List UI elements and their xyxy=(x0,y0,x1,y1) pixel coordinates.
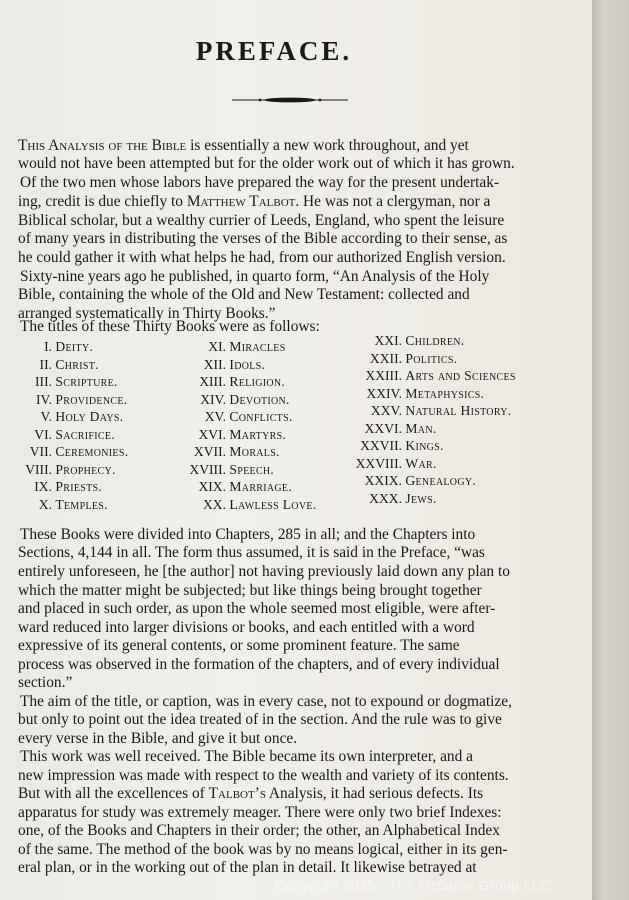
book-title: Scripture. xyxy=(55,374,118,389)
paragraph-7-line-2: new impression was made with respect to the wealth and variety of its contents. xyxy=(18,767,509,784)
paragraph-3-line-3: arranged systematically in Thirty Books.” xyxy=(18,305,276,322)
book-entry xyxy=(4,426,128,444)
book-entry xyxy=(336,367,516,385)
book-entry xyxy=(336,332,516,350)
paragraph-5-line-8: process was observed in the formation of the chapters, and of every individual xyxy=(18,656,500,673)
book-entry xyxy=(4,496,128,514)
page-stack-edge xyxy=(592,0,629,900)
book-entry xyxy=(168,391,316,409)
book-entry xyxy=(4,373,128,391)
book-title: Ceremonies. xyxy=(55,444,129,459)
books-intro-line: The titles of these Thirty Books were as follows: xyxy=(20,318,320,335)
book-number: XXV. xyxy=(370,403,402,418)
book-number: XXIX. xyxy=(364,473,402,488)
book-entry xyxy=(336,402,516,420)
paragraph-7-line-4: apparatus for study was extremely meager. There were only two brief Indexes: xyxy=(18,804,502,821)
book-title: Marriage. xyxy=(229,479,293,494)
book-title: Politics. xyxy=(405,350,458,366)
book-entry xyxy=(4,338,128,356)
paragraph-7-line-7: eral plan, or in the working out of the plan in detail. It likewise betrayed at xyxy=(18,859,477,876)
book-number: XIX. xyxy=(198,479,226,494)
book-number: XXVI. xyxy=(364,420,402,436)
book-number: XII. xyxy=(203,356,226,372)
author-name-smallcaps: Matthew Talbot xyxy=(186,193,296,210)
book-title: Idols. xyxy=(229,356,266,372)
book-title: Man. xyxy=(405,420,437,436)
paragraph-7-line-5: one, of the Books and Chapters in their order; the other, an Alphabetical Index xyxy=(18,822,500,839)
books-column-3 xyxy=(336,332,516,507)
book-number: XVII. xyxy=(193,444,226,459)
book-number: XXI. xyxy=(374,333,402,348)
paragraph-7-line-1: This work was well received. The Bible became its own interpreter, and a xyxy=(20,748,473,765)
text-run: is essentially a new work throughout, and yet xyxy=(186,137,469,154)
book-title: Arts and Sciences xyxy=(405,368,516,383)
paragraph-5-line-1: These Books were divided into Chapters, 285 in all; and the Chapters into xyxy=(20,526,476,543)
book-number: XXII. xyxy=(369,350,402,366)
book-entry xyxy=(168,426,316,444)
book-title: Genealogy. xyxy=(405,473,477,488)
book-number: XVIII. xyxy=(189,461,226,477)
book-number: VIII. xyxy=(25,461,52,477)
book-entry xyxy=(4,356,128,374)
book-entry xyxy=(4,443,128,461)
book-title: Lawless Love. xyxy=(229,496,317,512)
paragraph-6-line-2: but only to point out the idea treated of in the section. And the rule was to give xyxy=(18,711,502,728)
book-title: Metaphysics. xyxy=(405,385,485,401)
book-title: Temples. xyxy=(55,496,108,512)
book-number: IV. xyxy=(36,391,52,407)
book-title: Children. xyxy=(405,333,465,348)
book-number: XXVII. xyxy=(360,438,402,453)
paragraph-5-line-2: Sections, 4,144 in all. The form thus assumed, it is said in the Preface, “was xyxy=(18,544,485,561)
book-entry xyxy=(4,391,128,409)
book-title: Providence. xyxy=(55,391,128,407)
paragraph-5-line-9: section.” xyxy=(18,674,73,691)
book-number: VI. xyxy=(34,426,52,442)
book-title: Kings. xyxy=(405,438,444,453)
book-title: Priests. xyxy=(55,479,103,494)
paragraph-5-line-3: entirely unforeseen, he [the author] not having previously laid down any plan to xyxy=(18,563,510,580)
book-title: Speech. xyxy=(229,461,275,477)
book-entry xyxy=(168,356,316,374)
paragraph-5-line-7: expressive of its general contents, or some prominent feature. The same xyxy=(18,637,460,654)
book-title: Jews. xyxy=(405,490,437,506)
paragraph-6-line-3: every verse in the Bible, and give it but once. xyxy=(18,730,298,747)
book-number: II. xyxy=(39,356,52,372)
books-column-1 xyxy=(4,338,128,513)
paragraph-7-line-6: of the same. The method of the book was by no means logical, either in its gen- xyxy=(18,841,508,858)
book-number: XXX. xyxy=(369,490,402,506)
book-entry xyxy=(336,472,516,490)
book-number: V. xyxy=(40,409,52,424)
book-entry xyxy=(336,350,516,368)
paragraph-1-line-2: would not have been attempted but for the older work out of which it has grown. xyxy=(18,155,515,172)
analysis-title-smallcaps: This Analysis of the Bible xyxy=(18,137,187,154)
book-entry xyxy=(168,461,316,479)
book-number: XIII. xyxy=(199,374,226,389)
paragraph-5-line-5: and placed in such order, as upon the whole seemed most eligible, were after- xyxy=(18,600,496,617)
paragraph-2-line-3: Biblical scholar, but a wealthy currier of Leeds, England, who spent the leisure xyxy=(18,212,505,229)
book-entry xyxy=(4,408,128,426)
book-number: XIV. xyxy=(200,391,226,407)
paragraph-2-line-5: he could gather it with what helps he had, from our authorized English version. xyxy=(18,249,506,266)
paragraph-2-line-2 xyxy=(18,193,490,211)
author-name-smallcaps: Talbot’s xyxy=(208,785,266,802)
paragraph-7-line-3 xyxy=(18,785,483,803)
book-entry xyxy=(336,437,516,455)
paragraph-3-line-2: Bible, containing the whole of the Old and New Testament: collected and xyxy=(18,286,470,303)
paragraph-6-line-1: The aim of the title, or caption, was in every case, not to expound or dogmatize, xyxy=(20,693,512,710)
book-entry xyxy=(336,385,516,403)
book-entry xyxy=(168,338,316,356)
book-title: Morals. xyxy=(229,444,280,459)
book-title: War. xyxy=(405,455,437,471)
book-title: Deity. xyxy=(55,339,94,354)
book-number: XXVIII. xyxy=(355,455,402,471)
book-entry xyxy=(4,478,128,496)
book-number: I. xyxy=(44,339,52,354)
book-title: Religion. xyxy=(229,374,286,389)
book-entry xyxy=(336,455,516,473)
book-number: X. xyxy=(38,496,52,512)
book-entry xyxy=(168,496,316,514)
book-title: Holy Days. xyxy=(55,409,124,424)
book-number: VII. xyxy=(29,444,52,459)
book-number: XXIII. xyxy=(365,368,402,383)
page-title: PREFACE. xyxy=(195,36,353,66)
book-entry xyxy=(336,420,516,438)
paragraph-2-line-1: Of the two men whose labors have prepared the way for the present undertak- xyxy=(20,174,500,191)
book-title: Devotion. xyxy=(229,391,290,407)
paragraph-2-line-4: of many years in distributing the verses of the Bible according to their sense, as xyxy=(18,230,508,247)
text-run: . He was not a clergyman, nor a xyxy=(295,193,491,210)
paragraph-1-line-1 xyxy=(18,137,469,155)
text-run: Analysis, it had serious defects. Its xyxy=(265,785,484,802)
book-entry xyxy=(168,373,316,391)
book-entry xyxy=(168,443,316,461)
text-run: But with all the excellences of xyxy=(18,785,209,802)
copyright-watermark: Copyright 2025 - The McGuire Group LLC xyxy=(275,877,551,893)
book-entry xyxy=(168,408,316,426)
books-column-2 xyxy=(168,338,316,513)
book-number: IX. xyxy=(34,479,52,494)
paragraph-3-line-1: Sixty-nine years ago he published, in quarto form, “An Analysis of the Holy xyxy=(20,268,490,285)
book-title: Sacrifice. xyxy=(55,426,115,442)
book-title: Miracles xyxy=(229,339,286,354)
paragraph-5-line-4: which the matter might be subjected; but like things being brought together xyxy=(18,582,482,599)
book-number: III. xyxy=(35,374,52,389)
book-number: XX. xyxy=(202,496,226,512)
book-title: Prophecy. xyxy=(55,461,116,477)
book-number: XVI. xyxy=(198,426,226,442)
book-entry xyxy=(4,461,128,479)
book-number: XI. xyxy=(208,339,226,354)
book-entry xyxy=(168,478,316,496)
ornament-rule-icon xyxy=(230,95,350,105)
book-number: XXIV. xyxy=(366,385,402,401)
book-title: Christ. xyxy=(55,356,99,372)
book-title: Conflicts. xyxy=(229,409,293,424)
book-entry xyxy=(336,490,516,508)
book-title: Martyrs. xyxy=(229,426,287,442)
book-title: Natural History. xyxy=(405,403,512,418)
book-number: XV. xyxy=(204,409,226,424)
text-run: ing, credit is due chiefly to xyxy=(18,193,187,210)
paragraph-5-line-6: ward reduced into larger divisions or books, and each entitled with a word xyxy=(18,619,475,636)
